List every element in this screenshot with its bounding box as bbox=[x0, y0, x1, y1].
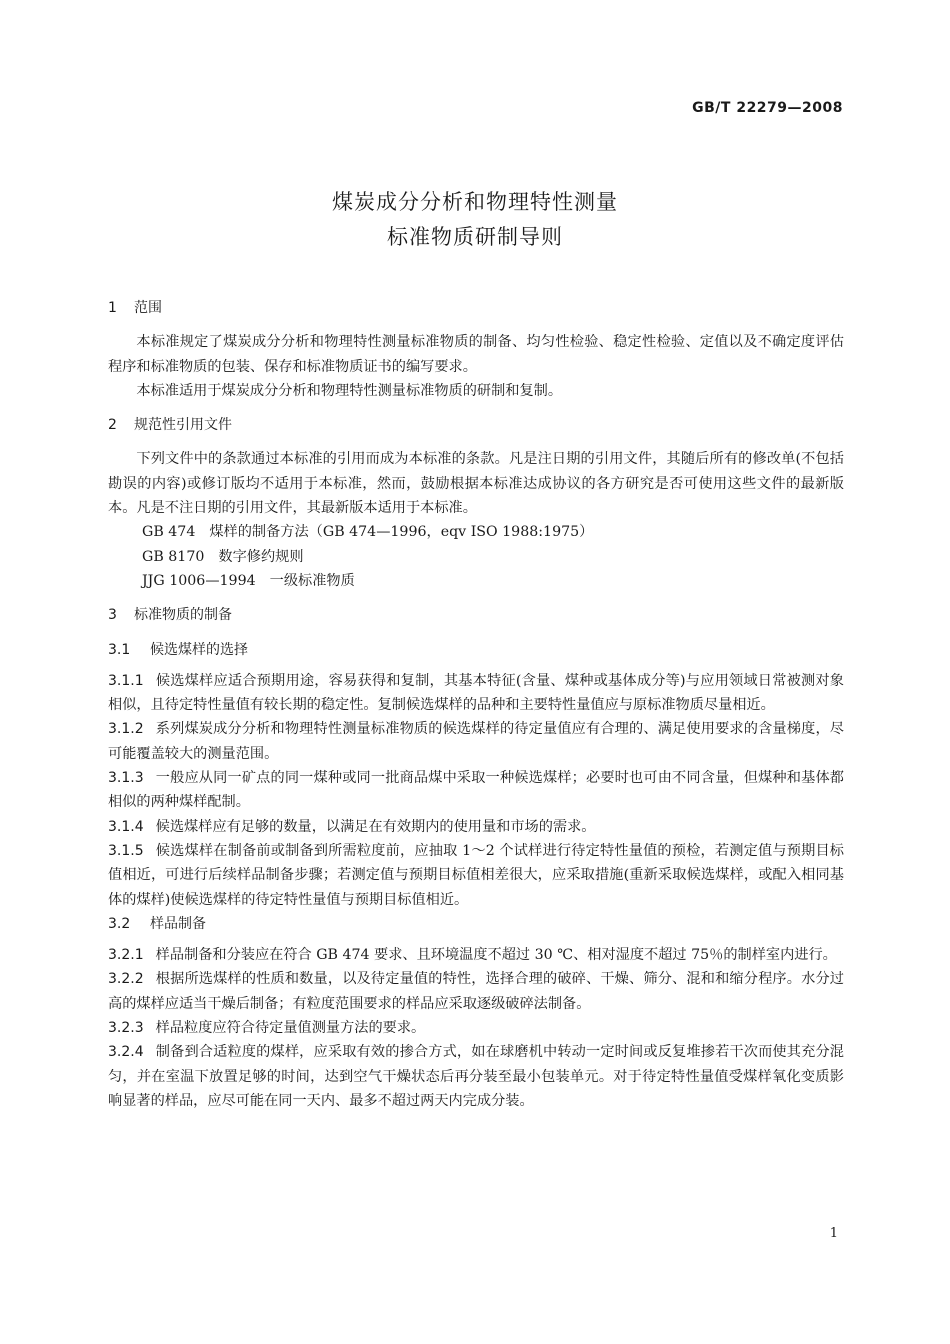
clause-number: 3.1.1 bbox=[108, 672, 144, 689]
clause-number: 3.1.3 bbox=[108, 770, 144, 787]
subsection-3-2-heading bbox=[108, 912, 844, 936]
clause-number: 3.2.2 bbox=[108, 971, 144, 988]
reference-code: JJG 1006—1994 bbox=[142, 572, 256, 589]
subsection-number: 3.1 bbox=[108, 641, 131, 658]
clause-3-2-4 bbox=[108, 1040, 844, 1113]
reference-code: GB 8170 bbox=[142, 548, 205, 565]
subsection-3-1-heading bbox=[108, 638, 844, 662]
section-title: 规范性引用文件 bbox=[134, 417, 232, 434]
clause-text: 样品粒度应符合待定量值测量方法的要求。 bbox=[155, 1020, 426, 1037]
clause-3-2-1 bbox=[108, 943, 844, 967]
clause-3-1-2 bbox=[108, 717, 844, 766]
reference-title: 数字修约规则 bbox=[218, 548, 304, 565]
document-title-line-2: 标准物质研制导则 bbox=[387, 225, 563, 249]
section-number: 3 bbox=[108, 607, 117, 624]
reference-item bbox=[108, 545, 844, 569]
clause-text: 候选煤样在制备前或制备到所需粒度前，应抽取 1～2 个试样进行待定特性量值的预检，若测定值与预期目标值相近，可进行后续样品制备步骤；若测定值与预期目标值相差很大，应采取措施(重新采取候选煤样，或配入相同基体的煤样)使候选煤样的待定特性量值与预期目标值相近。 bbox=[108, 842, 844, 908]
subsection-title: 样品制备 bbox=[150, 915, 206, 932]
clause-text: 制备到合适粒度的煤样，应采取有效的掺合方式，如在球磨机中转动一定时间或反复堆掺若干次而使其充分混匀，并在室温下放置足够的时间，达到空气干燥状态后再分装至最小包装单元。对于待定特性量值受煤样氧化变质影响显著的样品，应尽可能在同一天内、最多不超过两天内完成分装。 bbox=[108, 1044, 844, 1109]
section-1-heading bbox=[108, 296, 844, 320]
standard-code: GB/T 22279—2008 bbox=[692, 100, 843, 116]
clause-text: 候选煤样应有足够的数量，以满足在有效期内的使用量和市场的需求。 bbox=[155, 818, 596, 835]
section-1-paragraph-1: 本标准规定了煤炭成分分析和物理特性测量标准物质的制备、均匀性检验、稳定性检验、定值以及不确定度评估程序和标准物质的包装、保存和标准物质证书的编写要求。 bbox=[108, 334, 844, 375]
clause-number: 3.2.3 bbox=[108, 1020, 144, 1037]
clause-number: 3.1.2 bbox=[108, 721, 144, 738]
reference-code: GB 474 bbox=[142, 524, 196, 541]
section-1-paragraph-2: 本标准适用于煤炭成分分析和物理特性测量标准物质的研制和复制。 bbox=[136, 382, 563, 399]
clause-3-1-4 bbox=[108, 815, 844, 839]
section-2-heading bbox=[108, 413, 844, 437]
clause-3-1-5 bbox=[108, 839, 844, 912]
section-title: 标准物质的制备 bbox=[134, 607, 232, 624]
document-body bbox=[108, 296, 844, 1113]
section-number: 2 bbox=[108, 417, 117, 434]
reference-item bbox=[108, 569, 844, 593]
section-title: 范围 bbox=[134, 300, 162, 316]
clause-text: 候选煤样应适合预期用途，容易获得和复制，其基本特征(含量、煤种或基体成分等)与应用领域日常被测对象相似，且待定特性量值有较长期的稳定性。复制候选煤样的品种和主要特性量值应与原标准物质尽量相近。 bbox=[108, 672, 844, 714]
reference-title: 煤样的制备方法（GB 474—1996，eqv ISO 1988:1975） bbox=[209, 524, 594, 541]
clause-number: 3.1.5 bbox=[108, 842, 144, 859]
clause-3-1-1 bbox=[108, 669, 844, 718]
clause-number: 3.2.4 bbox=[108, 1044, 144, 1061]
clause-text: 根据所选煤样的性质和数量，以及待定量值的特性，选择合理的破碎、干燥、筛分、混和和缩分程序。水分过高的煤样应适当干燥后制备；有粒度范围要求的样品应采取逐级破碎法制备。 bbox=[108, 971, 844, 1012]
section-number: 1 bbox=[108, 300, 117, 316]
clause-number: 3.1.4 bbox=[108, 818, 144, 835]
reference-title: 一级标准物质 bbox=[269, 572, 355, 589]
clause-3-2-3 bbox=[108, 1016, 844, 1040]
section-2-paragraph-1: 下列文件中的条款通过本标准的引用而成为本标准的条款。凡是注日期的引用文件，其随后所有的修改单(不包括勘误的内容)或修订版均不适用于本标准，然而，鼓励根据本标准达成协议的各方研究是否可使用这些文件的最新版本。凡是不注日期的引用文件，其最新版本适用于本标准。 bbox=[108, 451, 844, 517]
clause-text: 样品制备和分装应在符合 GB 474 要求、且环境温度不超过 30 ℃、相对湿度不超过 75％的制样室内进行。 bbox=[155, 947, 837, 964]
clause-3-2-2 bbox=[108, 967, 844, 1016]
clause-3-1-3 bbox=[108, 766, 844, 815]
reference-item bbox=[108, 520, 844, 544]
subsection-number: 3.2 bbox=[108, 915, 131, 932]
page-number: 1 bbox=[829, 1226, 838, 1241]
document-title-line-1: 煤炭成分分析和物理特性测量 bbox=[332, 190, 618, 214]
clause-text: 一般应从同一矿点的同一煤种或同一批商品煤中采取一种候选煤样；必要时也可由不同含量，但煤种和基体都相似的两种煤样配制。 bbox=[108, 770, 844, 811]
clause-number: 3.2.1 bbox=[108, 947, 144, 964]
section-3-heading bbox=[108, 603, 844, 627]
subsection-title: 候选煤样的选择 bbox=[150, 641, 248, 658]
clause-text: 系列煤炭成分分析和物理特性测量标准物质的候选煤样的待定量值应有合理的、满足使用要求的含量梯度，尽可能覆盖较大的测量范围。 bbox=[108, 721, 844, 762]
